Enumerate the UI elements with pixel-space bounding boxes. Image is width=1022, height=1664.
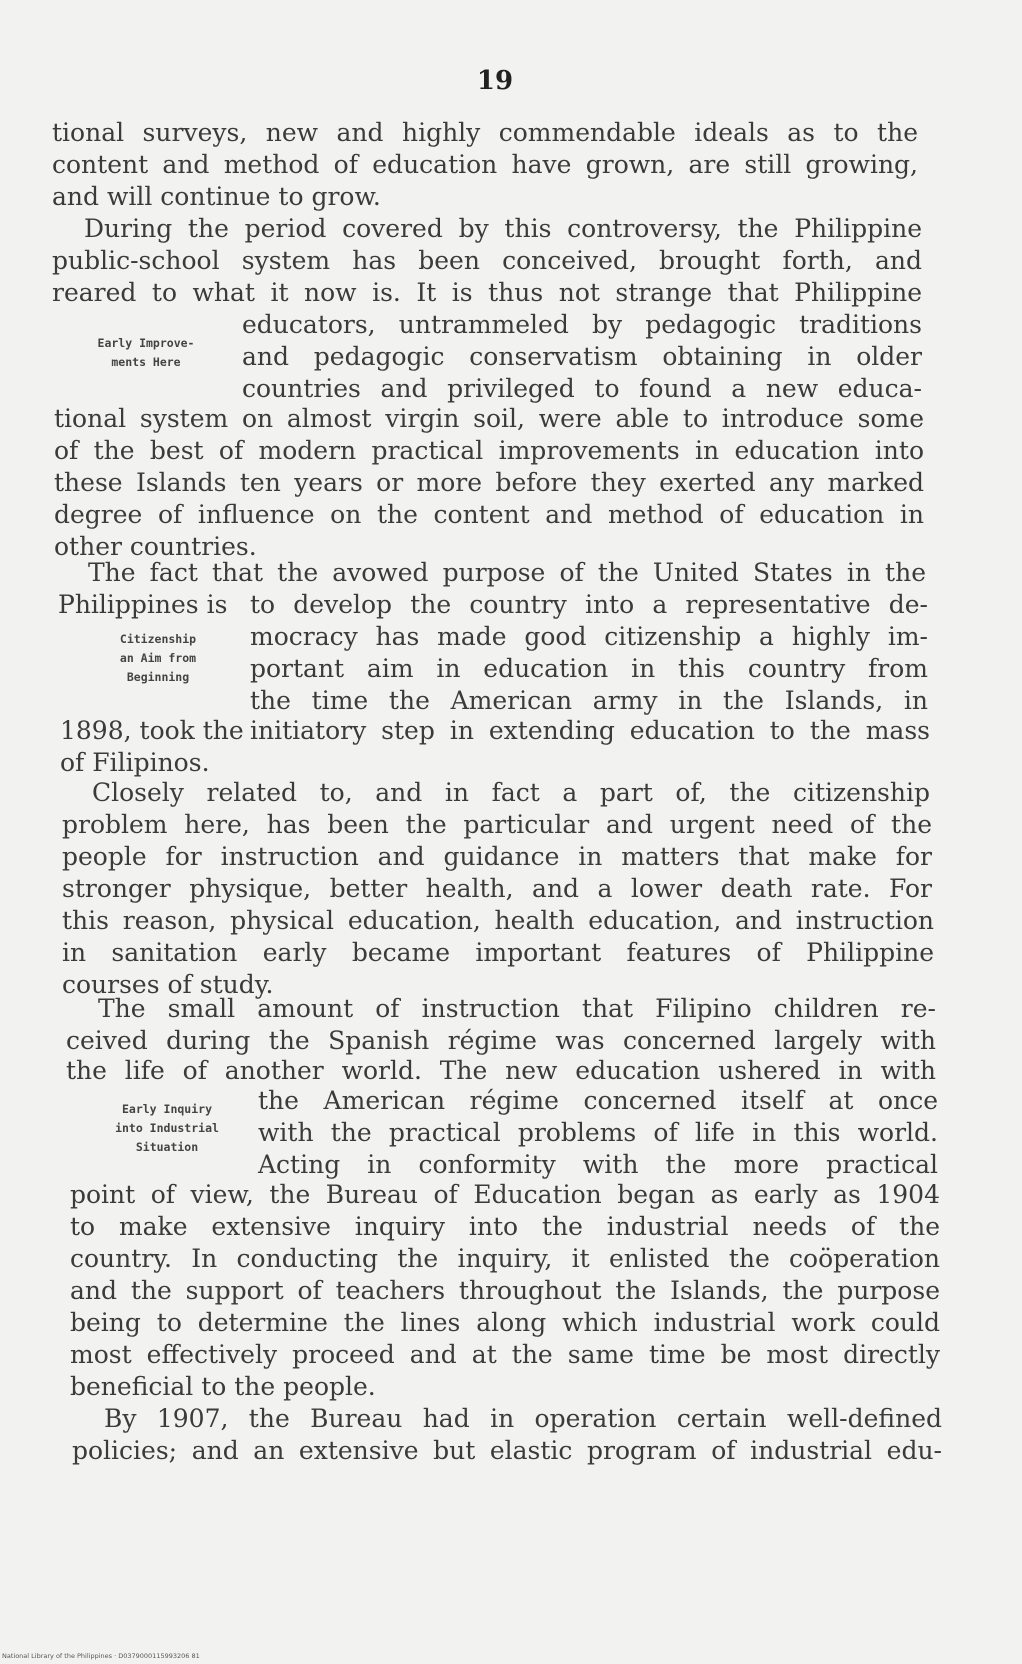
text-line: these Islands ten years or more before they exerted any marked (54, 468, 924, 497)
text-line: public-school system has been conceived, brought forth, and (52, 246, 922, 275)
text-line: countries and privileged to found a new educa- (242, 374, 922, 403)
text-line: initiatory step in extending education to the mass (250, 716, 930, 745)
text-line: being to determine the lines along which industrial work could (70, 1308, 940, 1337)
text-line: to develop the country into a representative de- (250, 590, 928, 619)
margin-note: Early Improve- ments Here (97, 336, 195, 369)
text-line: people for instruction and guidance in matters that make for (62, 842, 932, 871)
text-line: beneficial to the people. (70, 1372, 376, 1401)
text-line: Philippines is (58, 590, 228, 619)
text-line: of the best of modern practical improvements in education into (54, 436, 924, 465)
text-line: The fact that the avowed purpose of the United States in the (88, 558, 926, 587)
text-line: with the practical problems of life in this world. (258, 1118, 938, 1147)
text-line: tional system on almost virgin soil, were able to introduce some (54, 404, 924, 433)
text-line: By 1907, the Bureau had in operation certain well-defined (104, 1404, 942, 1433)
text-line: educators, untrammeled by pedagogic traditions (242, 310, 922, 339)
text-line: the American régime concerned itself at once (258, 1086, 938, 1115)
text-line: reared to what it now is. It is thus not strange that Philippine (52, 278, 922, 307)
text-line: stronger physique, better health, and a lower death rate. For (62, 874, 932, 903)
text-line: portant aim in education in this country from (250, 654, 928, 683)
page-number: 19 (476, 66, 514, 96)
text-line: country. In conducting the inquiry, it enlisted the coöperation (70, 1244, 940, 1273)
text-line: in sanitation early became important features of Philippine (62, 938, 934, 967)
text-line: and pedagogic conservatism obtaining in older (242, 342, 922, 371)
text-line: problem here, has been the particular and urgent need of the (62, 810, 932, 839)
text-line: 1898, took the (60, 716, 244, 745)
text-line: The small amount of instruction that Filipino children re- (98, 994, 936, 1023)
text-line: tional surveys, new and highly commendable ideals as to the (52, 118, 918, 147)
text-line: most effectively proceed and at the same time be most directly (70, 1340, 940, 1369)
text-line: degree of influence on the content and method of education in (54, 500, 924, 529)
margin-note: Early Inquiry into Industrial Situation (115, 1102, 219, 1154)
text-line: of Filipinos. (60, 748, 210, 777)
text-line: content and method of education have grown, are still growing, (52, 150, 918, 179)
text-line: the life of another world. The new education ushered in with (66, 1056, 936, 1085)
text-line: mocracy has made good citizenship a highly im- (250, 622, 928, 651)
footer-credit: National Library of the Philippines · D0379000115993206 81 (2, 1652, 200, 1660)
text-line: policies; and an extensive but elastic program of industrial edu- (72, 1436, 942, 1465)
text-line: other countries. (54, 532, 257, 561)
text-line: and the support of teachers throughout the Islands, the purpose (70, 1276, 940, 1305)
margin-note: Citizenship an Aim from Beginning (119, 632, 197, 684)
text-line: point of view, the Bureau of Education began as early as 1904 (70, 1180, 940, 1209)
text-line: and will continue to grow. (52, 182, 381, 211)
text-line: to make extensive inquiry into the industrial needs of the (70, 1212, 940, 1241)
text-line: Acting in conformity with the more practical (258, 1150, 938, 1179)
text-line: this reason, physical education, health education, and instruction (62, 906, 934, 935)
text-line: courses of study. (62, 970, 274, 999)
text-line: During the period covered by this controversy, the Philippine (84, 214, 922, 243)
text-line: Closely related to, and in fact a part of, the citizenship (92, 778, 930, 807)
text-line: ceived during the Spanish régime was concerned largely with (66, 1026, 936, 1055)
text-line: the time the American army in the Islands, in (250, 686, 928, 715)
